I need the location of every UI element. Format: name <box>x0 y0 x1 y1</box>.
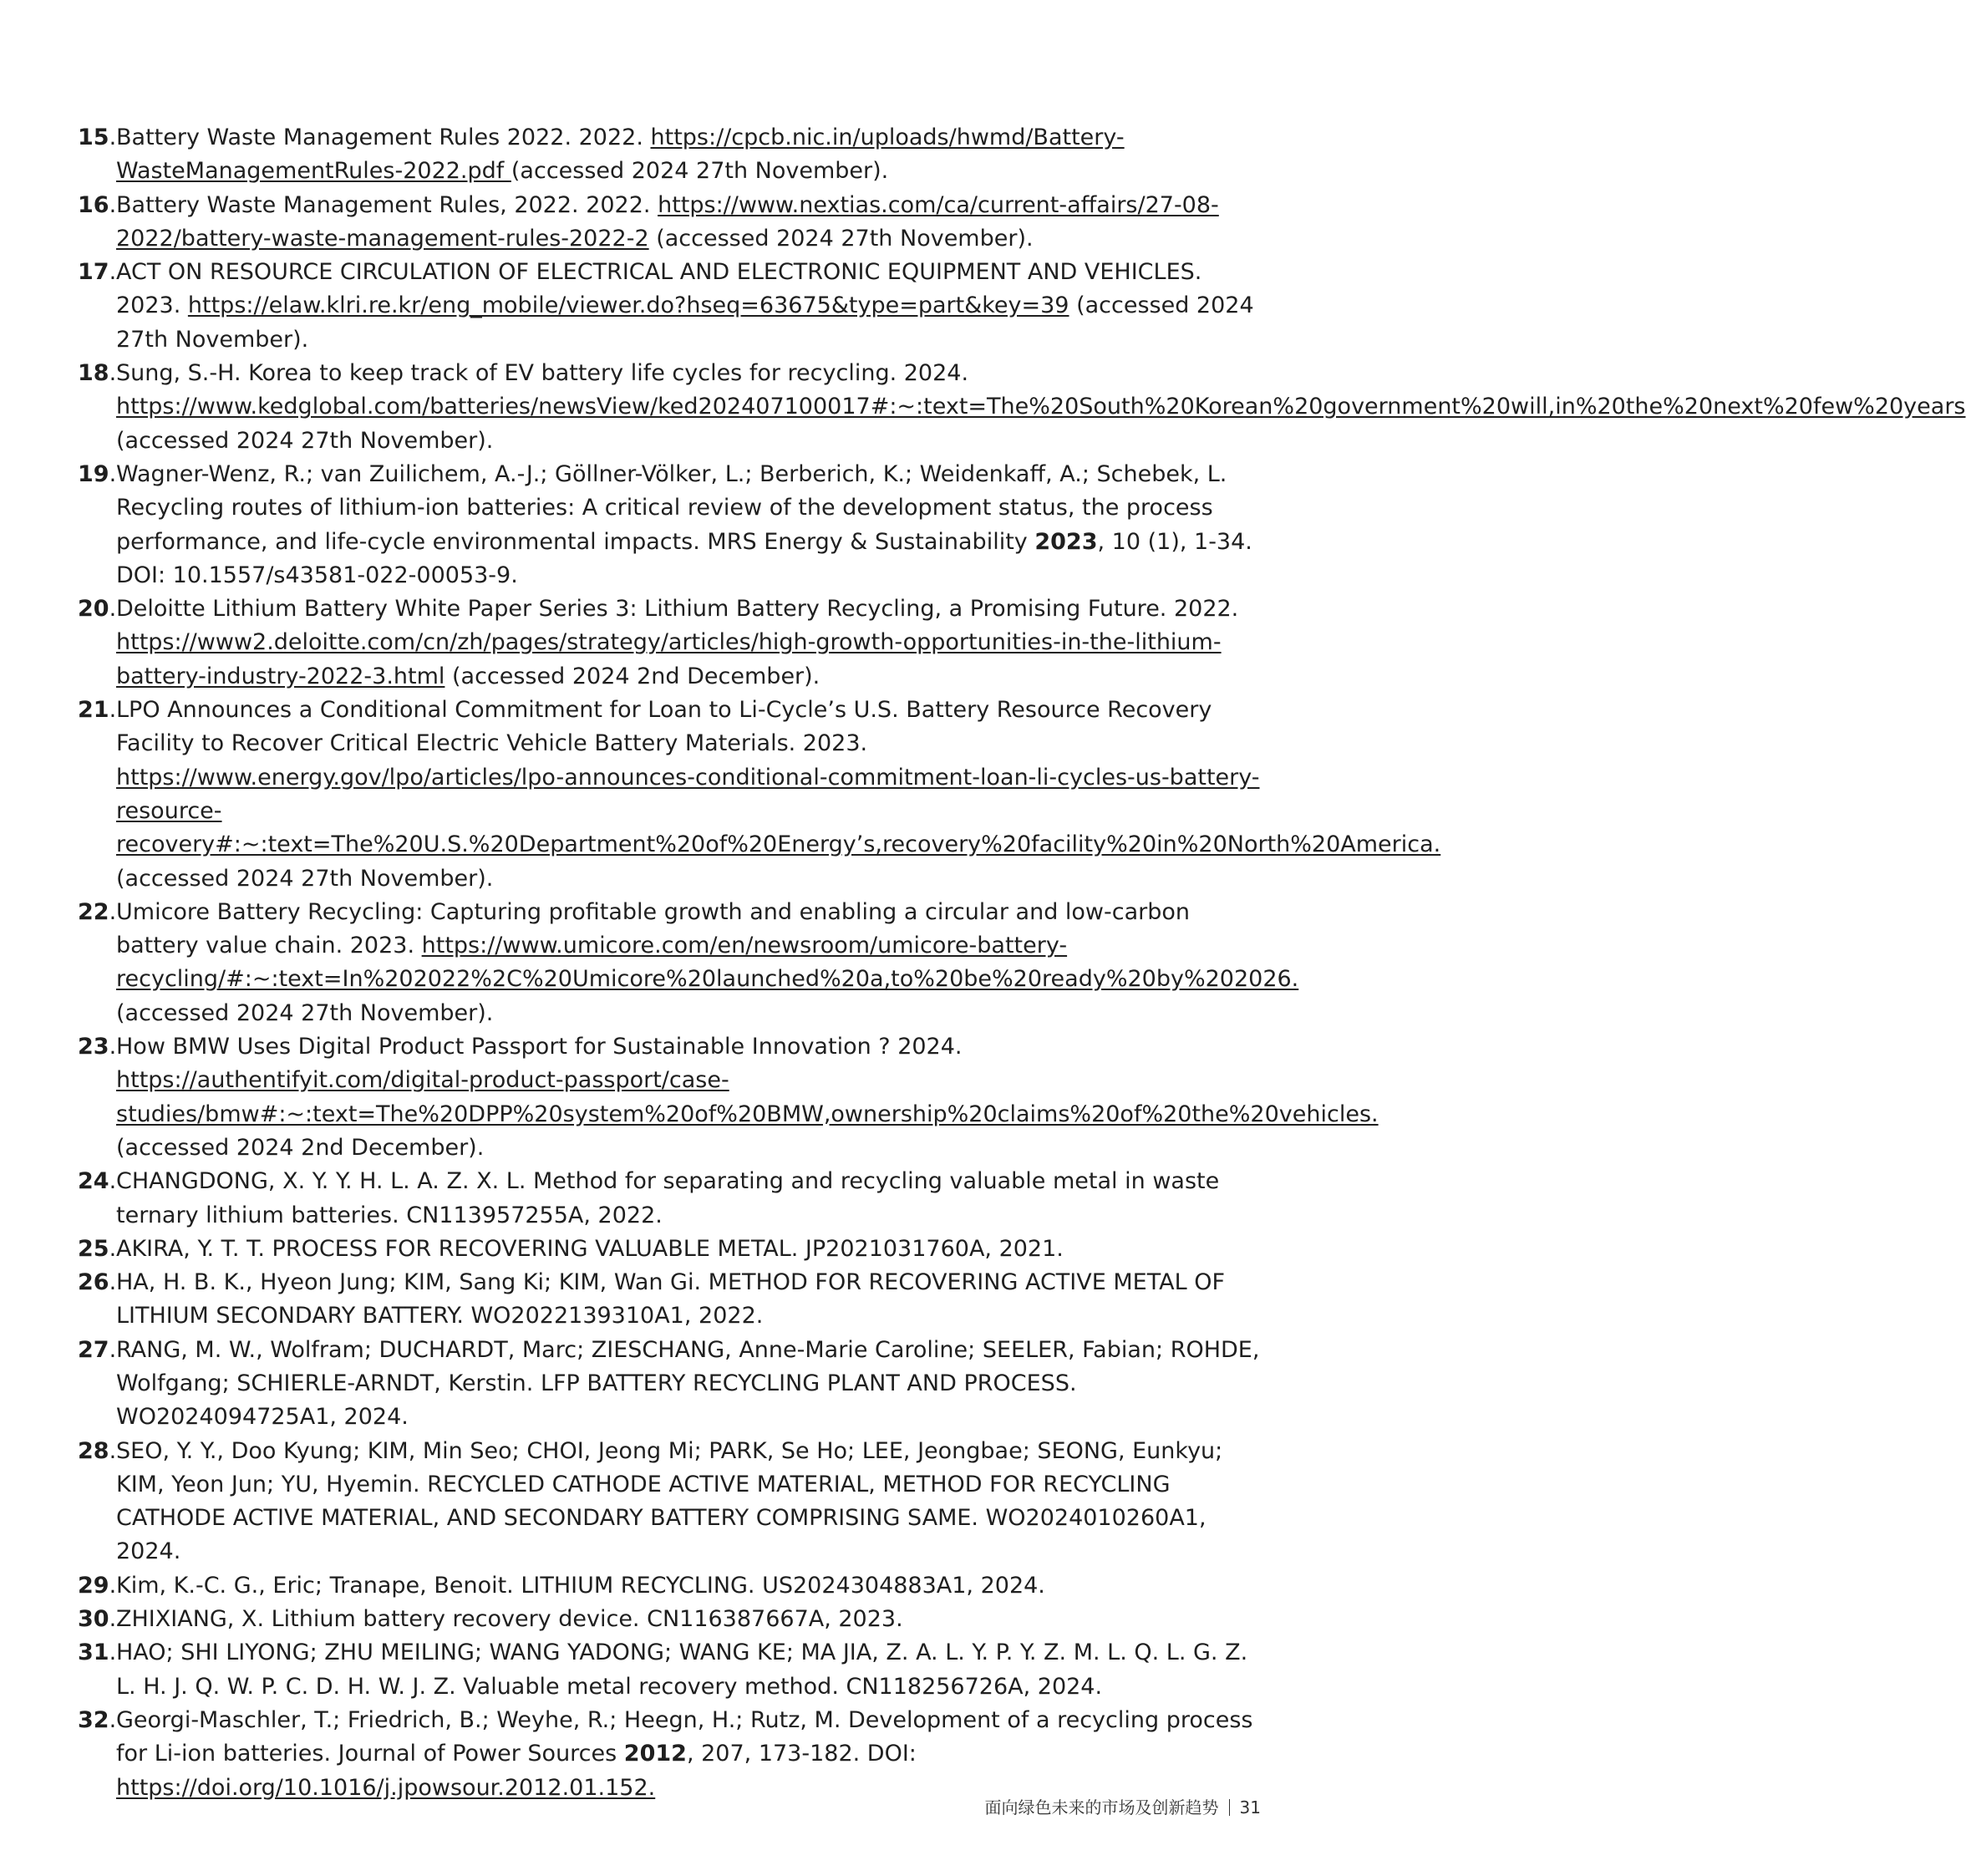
reference-item <box>78 256 1264 357</box>
reference-year: 2012 <box>623 1741 687 1767</box>
reference-text-tail: (accessed 2024 2nd December). <box>445 663 820 689</box>
reference-item <box>78 592 1264 694</box>
reference-item <box>78 357 1966 458</box>
reference-item <box>78 189 1264 257</box>
reference-number: 27. <box>78 1336 117 1363</box>
reference-text: HAO; SHI LIYONG; ZHU MEILING; WANG YADONG; WANG KE; MA JIA, Z. A. L. Y. P. Y. Z. M. L. Q. L. G. Z. L. H. J. Q. W. P. C. D. H. W. J. Z. Valuable metal recovery method. CN118256726A, 2024. <box>116 1640 1248 1700</box>
reference-number: 19. <box>78 460 117 487</box>
reference-text: Battery Waste Management Rules, 2022. 2022. <box>116 191 658 218</box>
reference-number: 16. <box>78 191 117 218</box>
reference-text: LPO Announces a Conditional Commitment for Loan to Li-Cycle’s U.S. Battery Resource Recovery Facility to Recover Critical Electric Vehicle Battery Materials. 2023. <box>116 697 1212 757</box>
reference-text-tail: (accessed 2024 27th November). <box>511 158 889 185</box>
reference-number: 21. <box>78 697 117 724</box>
reference-number: 20. <box>78 596 117 623</box>
reference-item <box>78 1233 1264 1266</box>
reference-link[interactable]: https://www.umicore.com/en/newsroom/umicore-battery-recycling/#:~:text=In%202022%2C%20Umicore%20launched%20a,to%20be%20ready%20by%202026. <box>116 933 1299 993</box>
reference-link[interactable]: https://authentifyit.com/digital-product-passport/case-studies/bmw#:~:text=The%20DPP%20system%20of%20BMW,ownership%20claims%20of%20the%20vehicles. <box>116 1067 1379 1127</box>
reference-text-tail: (accessed 2024 27th November). <box>648 225 1034 252</box>
reference-number: 30. <box>78 1606 117 1633</box>
reference-link[interactable]: https://cpcb.nic.in/uploads/hwmd/Battery-WasteManagementRules-2022.pdf <box>116 125 1125 185</box>
reference-link[interactable]: https://www.kedglobal.com/batteries/newsView/ked202407100017#:~:text=The%20South%20Korean%20government%20will,in%20the%20next%20few%20years <box>116 394 1966 420</box>
reference-number: 24. <box>78 1168 117 1195</box>
reference-item <box>78 1165 1264 1233</box>
reference-number: 15. <box>78 125 117 150</box>
reference-number: 17. <box>78 259 117 286</box>
reference-year: 2023 <box>1034 528 1098 555</box>
footer-divider <box>1229 1799 1230 1816</box>
reference-text: Deloitte Lithium Battery White Paper Series 3: Lithium Battery Recycling, a Promising Future. 2022. <box>116 596 1239 623</box>
reference-text-tail: (accessed 2024 27th November). <box>116 292 1254 353</box>
reference-number: 29. <box>78 1572 117 1599</box>
reference-text: SEO, Y. Y., Doo Kyung; KIM, Min Seo; CHOI, Jeong Mi; PARK, Se Ho; LEE, Jeongbae; SEONG, Eunkyu; KIM, Yeon Jun; YU, Hyemin. RECYCLED CATHODE ACTIVE MATERIAL, METHOD FOR RECYCLING CATHODE ACTIVE MATERIAL, AND SECONDARY BATTERY COMPRISING SAME. WO2024010260A1, 2024. <box>116 1437 1223 1565</box>
reference-text: CHANGDONG, X. Y. Y. H. L. A. Z. X. L. Method for separating and recycling valuable metal in waste ternary lithium batteries. CN113957255A, 2022. <box>116 1168 1220 1228</box>
reference-text: HA, H. B. K., Hyeon Jung; KIM, Sang Ki; KIM, Wan Gi. METHOD FOR RECOVERING ACTIVE METAL OF LITHIUM SECONDARY BATTERY. WO2022139310A1, 2022. <box>116 1269 1225 1329</box>
reference-text: Battery Waste Management Rules 2022. 2022. <box>116 125 651 150</box>
reference-number: 22. <box>78 898 117 925</box>
reference-item <box>78 1636 1264 1704</box>
reference-text-tail: (accessed 2024 2nd December). <box>116 1134 485 1161</box>
reference-text: Umicore Battery Recycling: Capturing profitable growth and enabling a circular and low-carbon battery value chain. 2023. <box>116 898 1191 959</box>
reference-text: AKIRA, Y. T. T. PROCESS FOR RECOVERING VALUABLE METAL. JP2021031760A, 2021. <box>116 1235 1064 1262</box>
reference-text: Georgi-Maschler, T.; Friedrich, B.; Weyhe, R.; Heegn, H.; Rutz, M. Development of a recycling process for Li-ion batteries. Journal of Power Sources <box>116 1706 1253 1767</box>
reference-item <box>78 1704 1264 1805</box>
page-number: 31 <box>1239 1797 1261 1818</box>
footer-title: 面向绿色未来的市场及创新趋势 <box>984 1797 1219 1818</box>
reference-item <box>78 1603 1264 1636</box>
reference-number: 32. <box>78 1706 117 1733</box>
reference-item <box>78 458 1264 592</box>
reference-text-tail: , 207, 173-182. DOI: <box>686 1741 917 1767</box>
reference-text: How BMW Uses Digital Product Passport for Sustainable Innovation ? 2024. <box>116 1034 963 1060</box>
reference-number: 23. <box>78 1034 117 1060</box>
reference-text-tail: (accessed 2024 27th November). <box>116 427 494 454</box>
reference-link[interactable]: https://doi.org/10.1016/j.jpowsour.2012.01.152. <box>116 1774 656 1801</box>
reference-text: ACT ON RESOURCE CIRCULATION OF ELECTRICAL AND ELECTRONIC EQUIPMENT AND VEHICLES. 2023. <box>116 259 1202 319</box>
reference-link[interactable]: https://www.nextias.com/ca/current-affairs/27-08-2022/battery-waste-management-rules-2022-2 <box>116 191 1219 252</box>
reference-text: Wagner-Wenz, R.; van Zuilichem, A.-J.; Göllner-Völker, L.; Berberich, K.; Weidenkaff, A.; Schebek, L. Recycling routes of lithium-ion batteries: A critical review of the development status, the process performance, and life-cycle environmental impacts. MRS Energy & Sustainability <box>116 460 1227 555</box>
reference-text: RANG, M. W., Wolfram; DUCHARDT, Marc; ZIESCHANG, Anne-Marie Caroline; SEELER, Fabian; ROHDE, Wolfgang; SCHIERLE-ARNDT, Kerstin. LFP BATTERY RECYCLING PLANT AND PROCESS. WO2024094725A1, 2024. <box>116 1336 1260 1431</box>
reference-number: 28. <box>78 1437 117 1464</box>
reference-text: ZHIXIANG, X. Lithium battery recovery device. CN116387667A, 2023. <box>116 1606 903 1633</box>
reference-item <box>78 694 1441 896</box>
reference-text-tail: , 10 (1), 1-34. DOI: 10.1557/s43581-022-00053-9. <box>116 528 1252 588</box>
page-footer <box>985 1794 1261 1818</box>
reference-link[interactable]: https://www.energy.gov/lpo/articles/lpo-announces-conditional-commitment-loan-li-cycles-us-battery-resource-recovery#:~:text=The%20U.S.%20Department%20of%20Energy’s,recovery%20facility%20in%20North%20America. <box>116 764 1441 858</box>
reference-item <box>78 1435 1264 1569</box>
reference-item <box>78 1030 1379 1165</box>
reference-number: 31. <box>78 1640 117 1666</box>
reference-number: 26. <box>78 1269 117 1296</box>
reference-item <box>78 121 1264 189</box>
reference-text: Sung, S.-H. Korea to keep track of EV battery life cycles for recycling. 2024. <box>116 360 969 387</box>
reference-text-tail: (accessed 2024 27th November). <box>116 865 494 892</box>
reference-text-tail: (accessed 2024 27th November). <box>116 999 494 1026</box>
reference-item <box>78 896 1299 1030</box>
reference-number: 18. <box>78 360 117 387</box>
reference-link[interactable]: https://www2.deloitte.com/cn/zh/pages/strategy/articles/high-growth-opportunities-in-the-lithium-battery-industry-2022-3.html <box>116 629 1222 689</box>
reference-list <box>78 121 1966 1805</box>
reference-item <box>78 1266 1264 1334</box>
reference-text: Kim, K.-C. G., Eric; Tranape, Benoit. LITHIUM RECYCLING. US2024304883A1, 2024. <box>116 1572 1045 1599</box>
reference-item <box>78 1569 1264 1603</box>
reference-number: 25. <box>78 1235 117 1262</box>
reference-item <box>78 1334 1264 1435</box>
reference-link[interactable]: https://elaw.klri.re.kr/eng_mobile/viewer.do?hseq=63675&type=part&key=39 <box>187 292 1069 319</box>
